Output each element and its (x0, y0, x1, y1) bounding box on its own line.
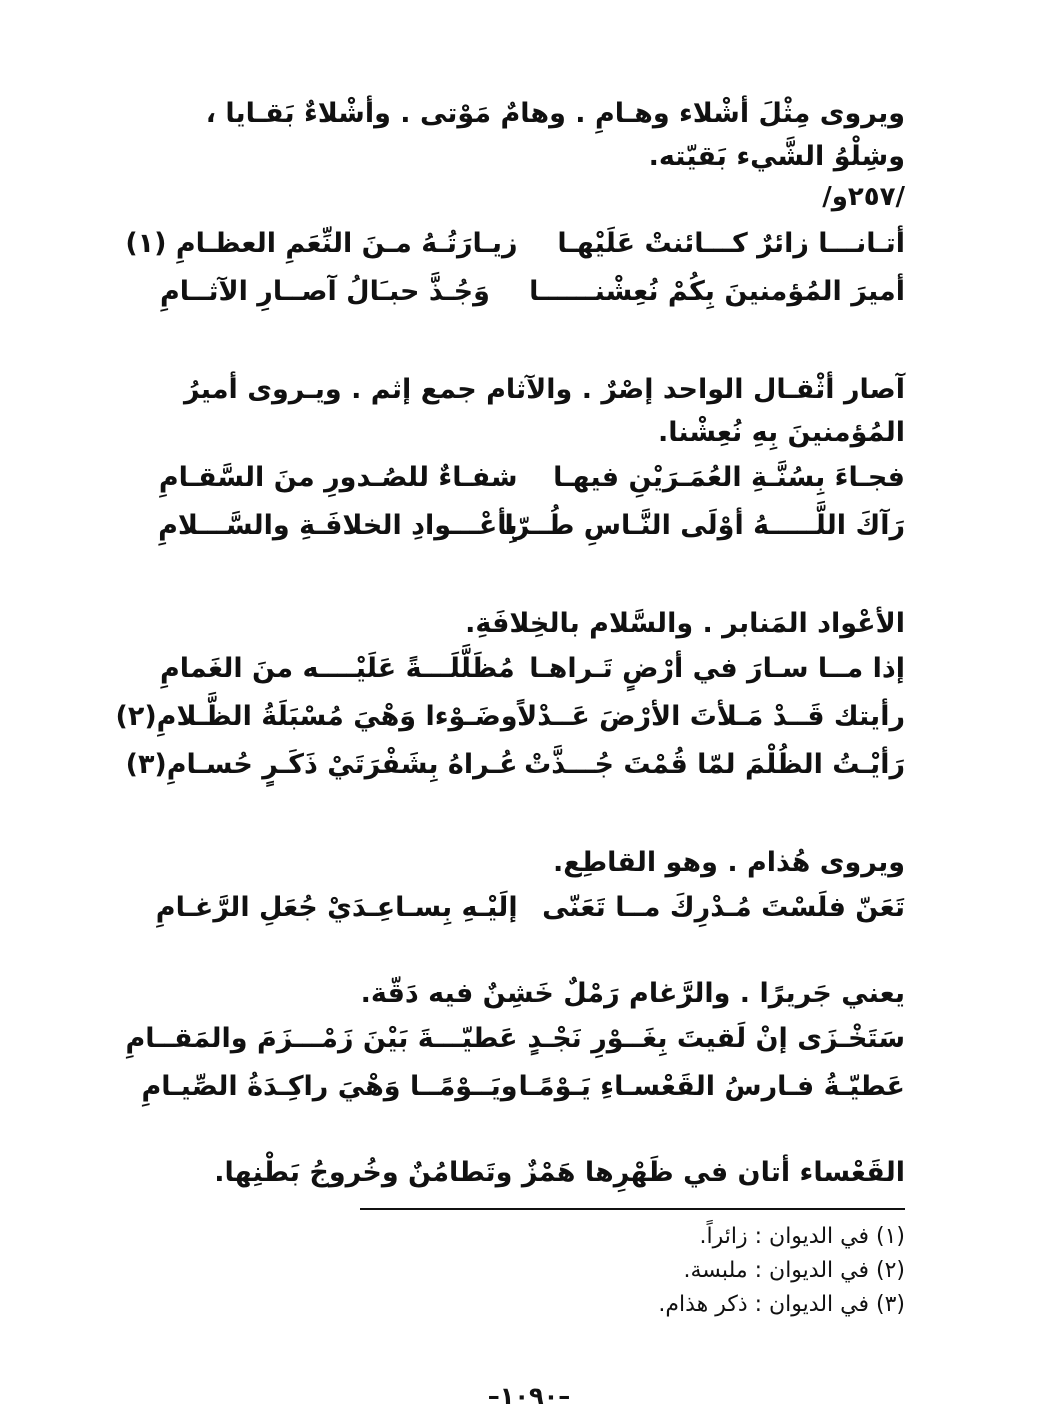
footnote: (٢) في الديوان : ملبسة. (683, 1258, 905, 1283)
commentary-paragraph: ويروى مِثْلَ أشْلاء وهـامِ . وهامٌ مَوْتى . وأشْلاءٌ بَقـايا ، وشِلْوُ الشَّيء بَقيّته. (205, 98, 905, 172)
verse-line (160, 454, 905, 502)
page-number: –١٠٩٠– (487, 1382, 571, 1410)
verse-second-hemistich: إلَيْـهِ بِسـاعِـدَيْ جُعَلِ الرَّغـامِ (155, 892, 518, 923)
verse-first-hemistich: عَطيّـةُ فـارسُ القَعْسـاءِ يَـوْمًـا (518, 1071, 905, 1102)
verse-line (160, 502, 905, 550)
verse-second-hemistich: وضَـوْءا وَهْيَ مُسْبَلَةُ الظَّـلامِ(٢) (115, 701, 518, 732)
verse-first-hemistich: رَأيْـتُ الظُلْمَ لمّا قُمْتَ جُـــذَّتْ (524, 749, 905, 780)
verse-second-hemistich: عُـراهُ بِشَفْرَتَيْ ذَكَـرٍ حُسـامِ(٣) (125, 749, 518, 780)
folio-marker: /٢٥٧و/ (822, 182, 905, 212)
commentary-paragraph: الأعْواد المَنابر . والسَّلام بالخِلافَةِ. (465, 608, 905, 639)
footnote: (٣) في الديوان : ذكر هذام. (658, 1292, 905, 1317)
verse-first-hemistich: أميرَ المُؤمنينَ بِكُمْ نُعِشْنــــــا (529, 276, 905, 307)
commentary-paragraph: القَعْساء أتان في ظَهْرِها هَمْزٌ وتَطامُنٌ وخُروجُ بَطْنِها. (214, 1157, 905, 1188)
verse-line (125, 1015, 905, 1063)
verse-first-hemistich: رَآكَ اللَّـــــهُ أوْلَى النَّـاسِ طُــرّا (504, 510, 905, 541)
verse-line (141, 1063, 905, 1111)
page-body (115, 92, 905, 1322)
verse-first-hemistich: إذا مــا سـارَ في أرْضٍ تَـراهـا (529, 653, 905, 684)
commentary-paragraph: يعني جَريرًا . والرَّغام رَمْلٌ خَشِنٌ فيه دَقّة. (360, 978, 905, 1009)
verse-second-hemistich: مُظَلَّلَـــةً عَلَيْــــه منَ الغَمامِ (160, 653, 515, 684)
footnotes (160, 1220, 905, 1322)
verse-line (125, 220, 905, 268)
verse-second-hemistich: شفـاءٌ للصُـدورِ منَ السَّقـامِ (158, 462, 518, 493)
verse-second-hemistich: زيـارَتُـهُ مـنَ النِّعَمِ العظـامِ (١) (125, 228, 518, 259)
footnote-divider (360, 1208, 905, 1210)
commentary-paragraph: ويروى هُذام . وهو القاطِع. (553, 847, 905, 878)
verse-first-hemistich: رأيتك قَــدْ مَـلأتَ الأرْضَ عَــدْلاً (517, 701, 905, 732)
verse-second-hemistich: وَجُـذَّ حبـَالُ آصــارِ الآثــامِ (160, 276, 490, 307)
verse-line (115, 693, 905, 741)
verse-first-hemistich: فجـاءَ بِسُنَّـةِ العُمَـرَيْنِ فيهـا (553, 462, 905, 493)
verse-line (125, 741, 905, 789)
verse-second-hemistich: عَطيّـــةَ بَيْنَ زَمْـــزَمَ والمَقــامِ (125, 1023, 518, 1054)
verse-line (160, 268, 905, 316)
verse-first-hemistich: سَتَخْـزَى إنْ لَقيتَ بِغَــوْرِ نَجْـدٍ (527, 1023, 905, 1054)
verse-second-hemistich: ويَــوْمًــا وَهْيَ راكِـدَةُ الصِّيـامِ (141, 1071, 518, 1102)
verse-second-hemistich: بِأعْـــوادِ الخلافَـةِ والسَّـــلامِ (158, 510, 518, 541)
verse-first-hemistich: تَعَنّ فلَسْتَ مُـدْرِكَ مــا تَعَنّى (542, 892, 905, 923)
commentary-paragraph: آصار أثْقـال الواحد إصْرٌ . والآثام جمع إثم . ويـروى أميرُ المُؤمنينَ بِهِ نُعِشْنا. (184, 374, 905, 448)
footnote: (١) في الديوان : زائراً. (699, 1224, 905, 1249)
verse-first-hemistich: أتـانـــا زائرٌ كـــائنتْ عَلَيْهـا (557, 228, 905, 259)
verse-line (155, 884, 905, 932)
verse-line (160, 645, 905, 693)
